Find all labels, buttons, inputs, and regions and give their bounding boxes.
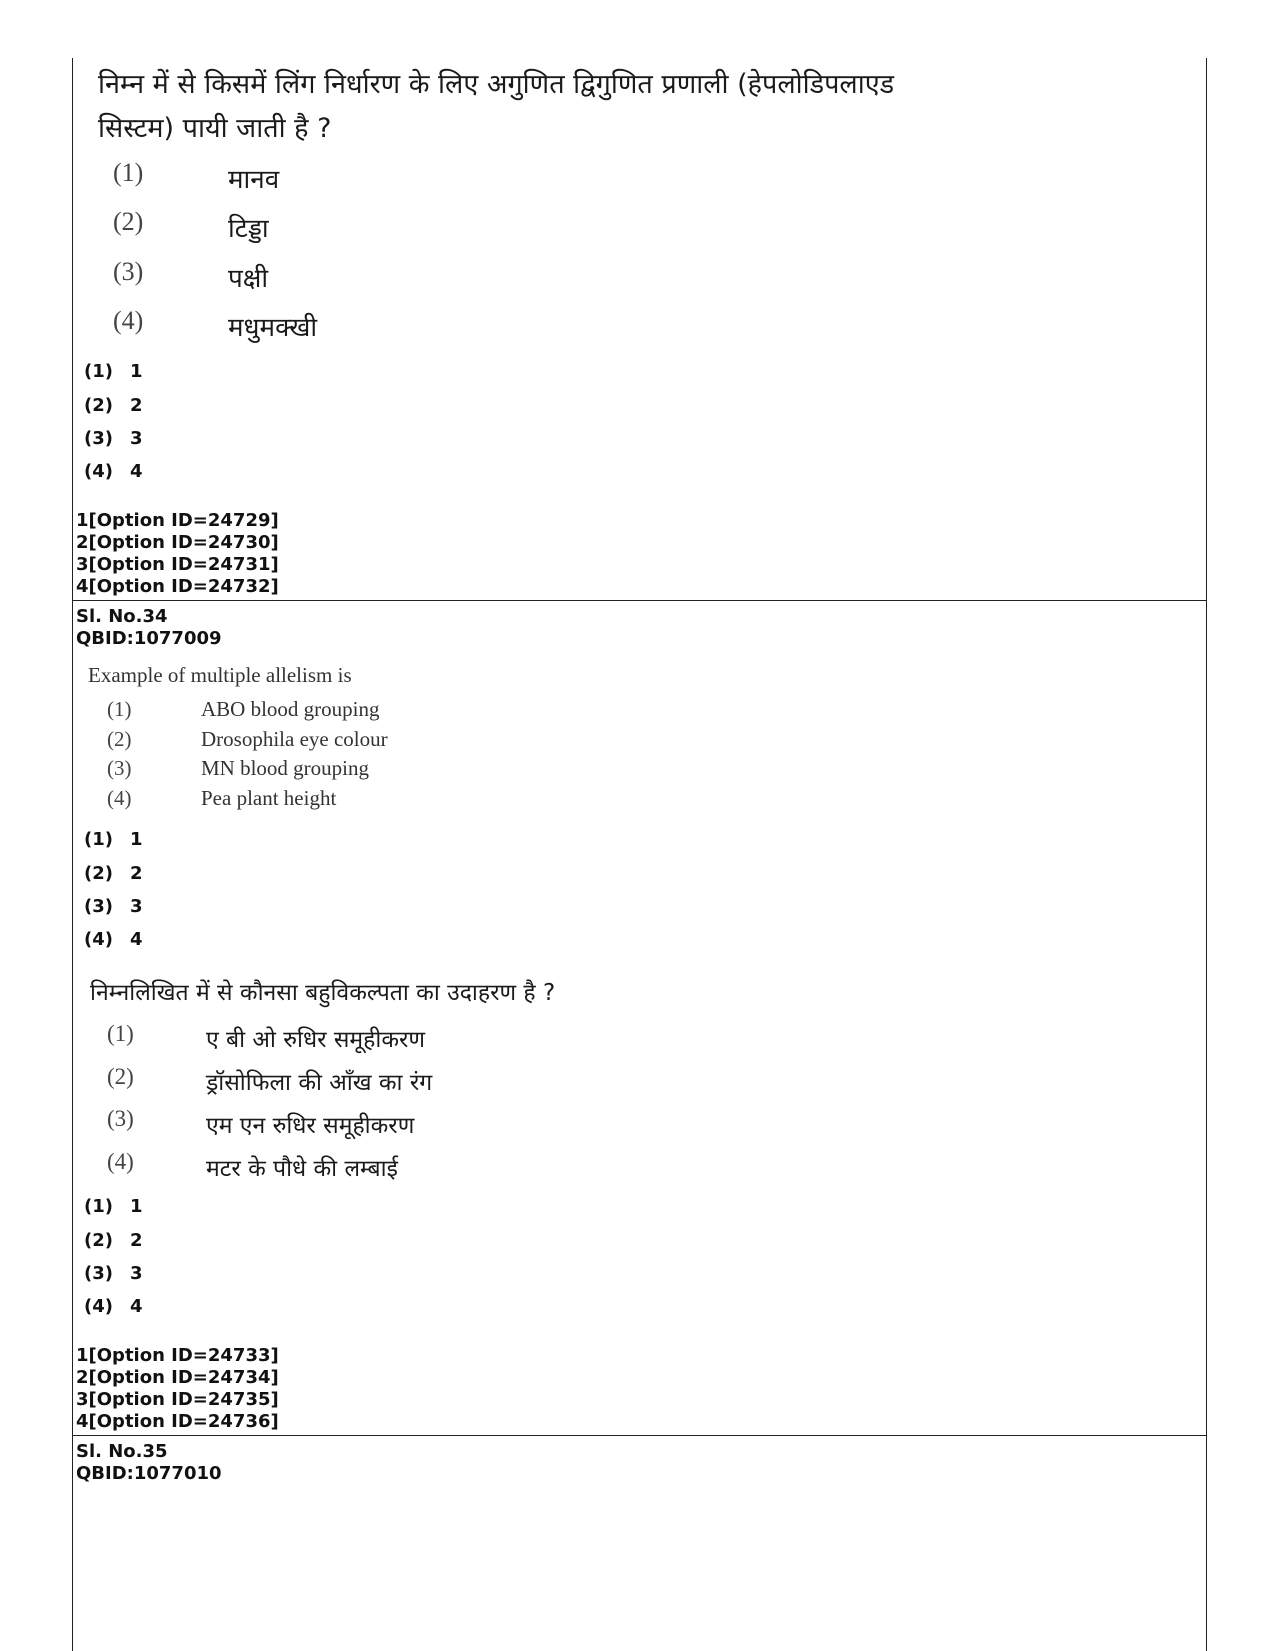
q34-hindi-option-text: ए बी ओ रुधिर समूहीकरण [206,1027,426,1053]
option-id-line: 3[Option ID=24735] [76,1389,279,1410]
q34-answer-choice: (3) 3 [84,896,143,917]
q34-english-option-number: (3) [107,756,132,780]
option-id-line: 4[Option ID=24736] [76,1411,279,1432]
option-id-line: 1[Option ID=24729] [76,510,279,531]
q33-hindi-option-text: मधुमक्खी [228,313,318,343]
q33-hindi-question-line1: निम्न में से किसमें लिंग निर्धारण के लिए अगुणित द्विगुणित प्रणाली (हेपलोडिपलाएड [98,69,895,100]
q34-answer-choice: (1) 1 [84,829,143,850]
option-id-line: 4[Option ID=24732] [76,576,279,597]
q34-english-question: Example of multiple allelism is [88,663,352,687]
q34-english-option-text: MN blood grouping [201,756,369,780]
q33-answer-choice: (2) 2 [84,395,143,416]
option-id-line: 2[Option ID=24734] [76,1367,279,1388]
q34-english-option-text: ABO blood grouping [201,697,380,721]
q35-serial-number: Sl. No.35 [76,1441,168,1462]
q34-answer-choice: (4) 4 [84,1296,143,1317]
q33-hindi-option-number: (1) [113,158,144,187]
q33-hindi-option-text: टिड्डा [228,214,269,244]
q34-hindi-option-text: एम एन रुधिर समूहीकरण [206,1113,415,1139]
q34-english-option-number: (4) [107,786,132,810]
q34-answer-choice: (3) 3 [84,1263,143,1284]
q33-hindi-option-number: (4) [113,306,144,335]
q34-header [76,606,222,650]
q34-serial-number: Sl. No.34 [76,606,168,627]
q34-hindi-option-number: (2) [107,1064,134,1089]
q33-hindi-question-line2: सिस्टम) पायी जाती है ? [98,113,332,144]
q34-answer-choice: (1) 1 [84,1196,143,1217]
q33-hindi-option-number: (2) [113,207,144,236]
q34-english-option-number: (1) [107,697,132,721]
option-id-line: 1[Option ID=24733] [76,1345,279,1366]
q34-english-option-text: Pea plant height [201,786,337,810]
q34-option-ids [76,1345,279,1433]
q34-hindi-question: निम्नलिखित में से कौनसा बहुविकल्पता का उदाहरण है ? [90,980,556,1006]
q34-english-option-number: (2) [107,727,132,751]
q34-english-option-text: Drosophila eye colour [201,727,388,751]
q33-option-ids [76,510,279,598]
q34-hindi-option-text: मटर के पौधे की लम्बाई [206,1156,398,1182]
q33-answer-choice: (4) 4 [84,461,143,482]
q34-answer-choice: (2) 2 [84,863,143,884]
q33-answer-choice: (1) 1 [84,361,143,382]
q34-answer-choice: (2) 2 [84,1230,143,1251]
option-id-line: 3[Option ID=24731] [76,554,279,575]
q34-hindi-option-number: (1) [107,1021,134,1046]
q34-hindi-option-number: (3) [107,1106,134,1131]
q33-hindi-option-number: (3) [113,257,144,286]
q34-qbid: QBID:1077009 [76,628,222,649]
q34-hindi-option-number: (4) [107,1149,134,1174]
q35-header [76,1441,222,1485]
q34-answer-choice: (4) 4 [84,929,143,950]
q33-answer-choice: (3) 3 [84,428,143,449]
question-separator [72,1435,1207,1436]
q33-hindi-option-text: मानव [228,165,280,195]
option-id-line: 2[Option ID=24730] [76,532,279,553]
q35-qbid: QBID:1077010 [76,1463,222,1484]
question-separator [72,600,1207,601]
q34-hindi-option-text: ड्रॉसोफिला की आँख का रंग [206,1070,433,1096]
q33-hindi-option-text: पक्षी [228,264,269,294]
